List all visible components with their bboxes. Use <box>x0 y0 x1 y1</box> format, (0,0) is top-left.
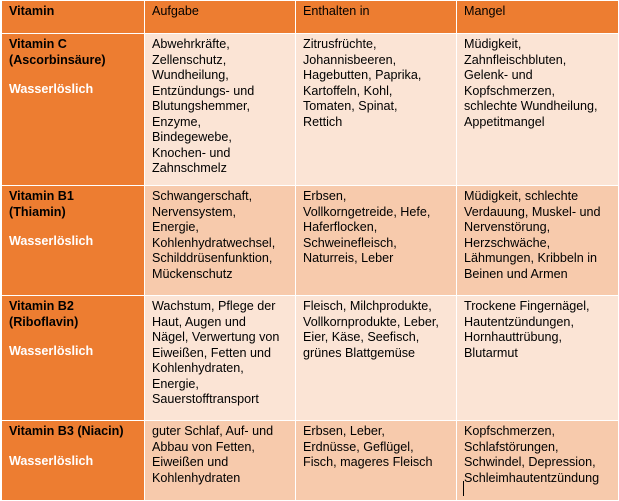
text-line: Schlafstörungen, <box>464 439 559 454</box>
text-line: Erdnüsse, Geflügel, <box>303 439 414 454</box>
text-line: Kopfschmerzen, <box>464 83 555 98</box>
vitamin-cell <box>2 186 145 296</box>
text-line: Trockene Fingernägel, <box>464 299 590 313</box>
text-line: Lähmungen, Kribbeln in <box>464 251 598 265</box>
vitamin-type: Wasserlöslich <box>9 234 94 248</box>
text-line: Schleimhautentzündung <box>464 470 600 485</box>
enthalten-cell <box>296 34 457 186</box>
vitamin-name: Vitamin C <box>9 37 67 51</box>
table-row <box>2 186 619 296</box>
text-line: Eier, Käse, Seefisch, <box>303 330 420 344</box>
vitamin-chemical-name: (Riboflavin) <box>9 314 79 329</box>
enthalten-cell <box>296 421 457 501</box>
text-line: Blutungshemmer, <box>152 99 251 113</box>
vitamin-type: Wasserlöslich <box>9 82 94 96</box>
text-line: Vollkornprodukte, Leber, <box>303 314 439 329</box>
text-line: Verdauung, Muskel- und <box>464 204 601 219</box>
text-line: Appetitmangel <box>464 114 545 129</box>
text-line: Sauerstofftransport <box>152 392 259 406</box>
text-line: Nervenstörung, <box>464 220 551 234</box>
text-line: Zahnfleischbluten, <box>464 52 567 67</box>
text-line: Entzündungs- und <box>152 83 255 98</box>
text-line: Schwindel, Depression, <box>464 455 596 469</box>
vitamin-cell <box>2 34 145 186</box>
text-line: Fisch, mageres Fleisch <box>303 455 433 469</box>
mangel-cell <box>457 421 619 501</box>
text-line: Eiweißen, Fetten und <box>152 345 272 360</box>
text-line: Abbau von Fetten, <box>152 439 255 454</box>
table-row <box>2 34 619 186</box>
text-line: Blutarmut <box>464 345 518 360</box>
text-line: Tomaten, Spinat, <box>303 99 398 113</box>
text-line: Hornhauttrübung, <box>464 330 563 344</box>
text-line: schlechte Wundheilung, <box>464 99 598 113</box>
text-line: Schilddrüsenfunktion, <box>152 251 273 265</box>
aufgabe-cell <box>145 34 296 186</box>
text-line: Kohlenhydratwechsel, <box>152 235 276 250</box>
header-row <box>2 1 619 34</box>
vitamin-chemical-name: (Ascorbinsäure) <box>9 52 106 67</box>
text-line: Vollkorngetreide, Hefe, <box>303 204 431 219</box>
table-row <box>2 296 619 421</box>
text-line: Schwangerschaft, <box>152 189 253 203</box>
aufgabe-cell <box>145 421 296 501</box>
vitamin-cell <box>2 421 145 501</box>
text-line: Kohlenhydraten <box>152 470 241 485</box>
text-line: Hagebutten, Paprika, <box>303 68 422 82</box>
text-line: Hautentzündungen, <box>464 314 574 329</box>
mangel-cell <box>457 186 619 296</box>
vitamin-chemical-name: (Thiamin) <box>9 204 66 219</box>
text-line: grünes Blattgemüse <box>303 345 416 360</box>
text-cursor <box>463 481 464 496</box>
text-line: Knochen- und <box>152 145 231 160</box>
aufgabe-cell <box>145 296 296 421</box>
mangel-cell <box>457 34 619 186</box>
text-line: Zellenschutz, <box>152 52 227 67</box>
vitamin-name: Vitamin B2 <box>9 299 74 313</box>
header-mangel: Mangel <box>457 1 619 34</box>
text-line: Naturreis, Leber <box>303 251 394 265</box>
text-line: Eiweißen und <box>152 455 229 469</box>
text-line: Zitrusfrüchte, <box>303 37 377 51</box>
text-line: Johannisbeeren, <box>303 52 397 67</box>
text-line: Zahnschmelz <box>152 161 227 175</box>
text-line: Müdigkeit, schlechte <box>464 189 579 203</box>
table-row <box>2 421 619 501</box>
header-enthalten: Enthalten in <box>296 1 457 34</box>
vitamin-name: Vitamin B3 (Niacin) <box>9 424 124 438</box>
header-vitamin: Vitamin <box>2 1 145 34</box>
text-line: Nervensystem, <box>152 204 236 219</box>
text-line: Energie, <box>152 376 199 391</box>
text-line: Erbsen, Leber, <box>303 424 385 438</box>
header-aufgabe: Aufgabe <box>145 1 296 34</box>
text-line: Beinen und Armen <box>464 266 568 281</box>
text-line: Energie, <box>152 220 199 234</box>
text-line: Bindegewebe, <box>152 130 232 144</box>
text-line: Rettich <box>303 114 343 129</box>
text-line: Gelenk- und <box>464 68 533 82</box>
text-line: Müdigkeit, <box>464 37 522 51</box>
text-line: Wachstum, Pflege der <box>152 299 276 313</box>
text-line: Nägel, Verwertung von <box>152 330 280 344</box>
text-line: guter Schlaf, Auf- und <box>152 424 274 438</box>
vitamin-table <box>1 0 619 501</box>
text-line: Kohlenhydraten, <box>152 361 244 375</box>
text-line: Enzyme, <box>152 114 201 129</box>
mangel-cell <box>457 296 619 421</box>
text-line: Kopfschmerzen, <box>464 424 555 438</box>
vitamin-name: Vitamin B1 <box>9 189 74 203</box>
text-line: Erbsen, <box>303 189 347 203</box>
text-line: Schweinefleisch, <box>303 235 397 250</box>
text-line: Kartoffeln, Kohl, <box>303 83 393 98</box>
text-line: Fleisch, Milchprodukte, <box>303 299 432 313</box>
text-line: Herzschwäche, <box>464 235 551 250</box>
vitamin-type: Wasserlöslich <box>9 453 94 468</box>
aufgabe-cell <box>145 186 296 296</box>
text-line: Mückenschutz <box>152 266 233 281</box>
text-line: Wundheilung, <box>152 68 229 82</box>
enthalten-cell <box>296 186 457 296</box>
enthalten-cell <box>296 296 457 421</box>
vitamin-type: Wasserlöslich <box>9 344 94 358</box>
text-line: Haferflocken, <box>303 220 378 234</box>
vitamin-cell <box>2 296 145 421</box>
text-line: Abwehrkräfte, <box>152 37 230 51</box>
text-line: Haut, Augen und <box>152 314 246 329</box>
